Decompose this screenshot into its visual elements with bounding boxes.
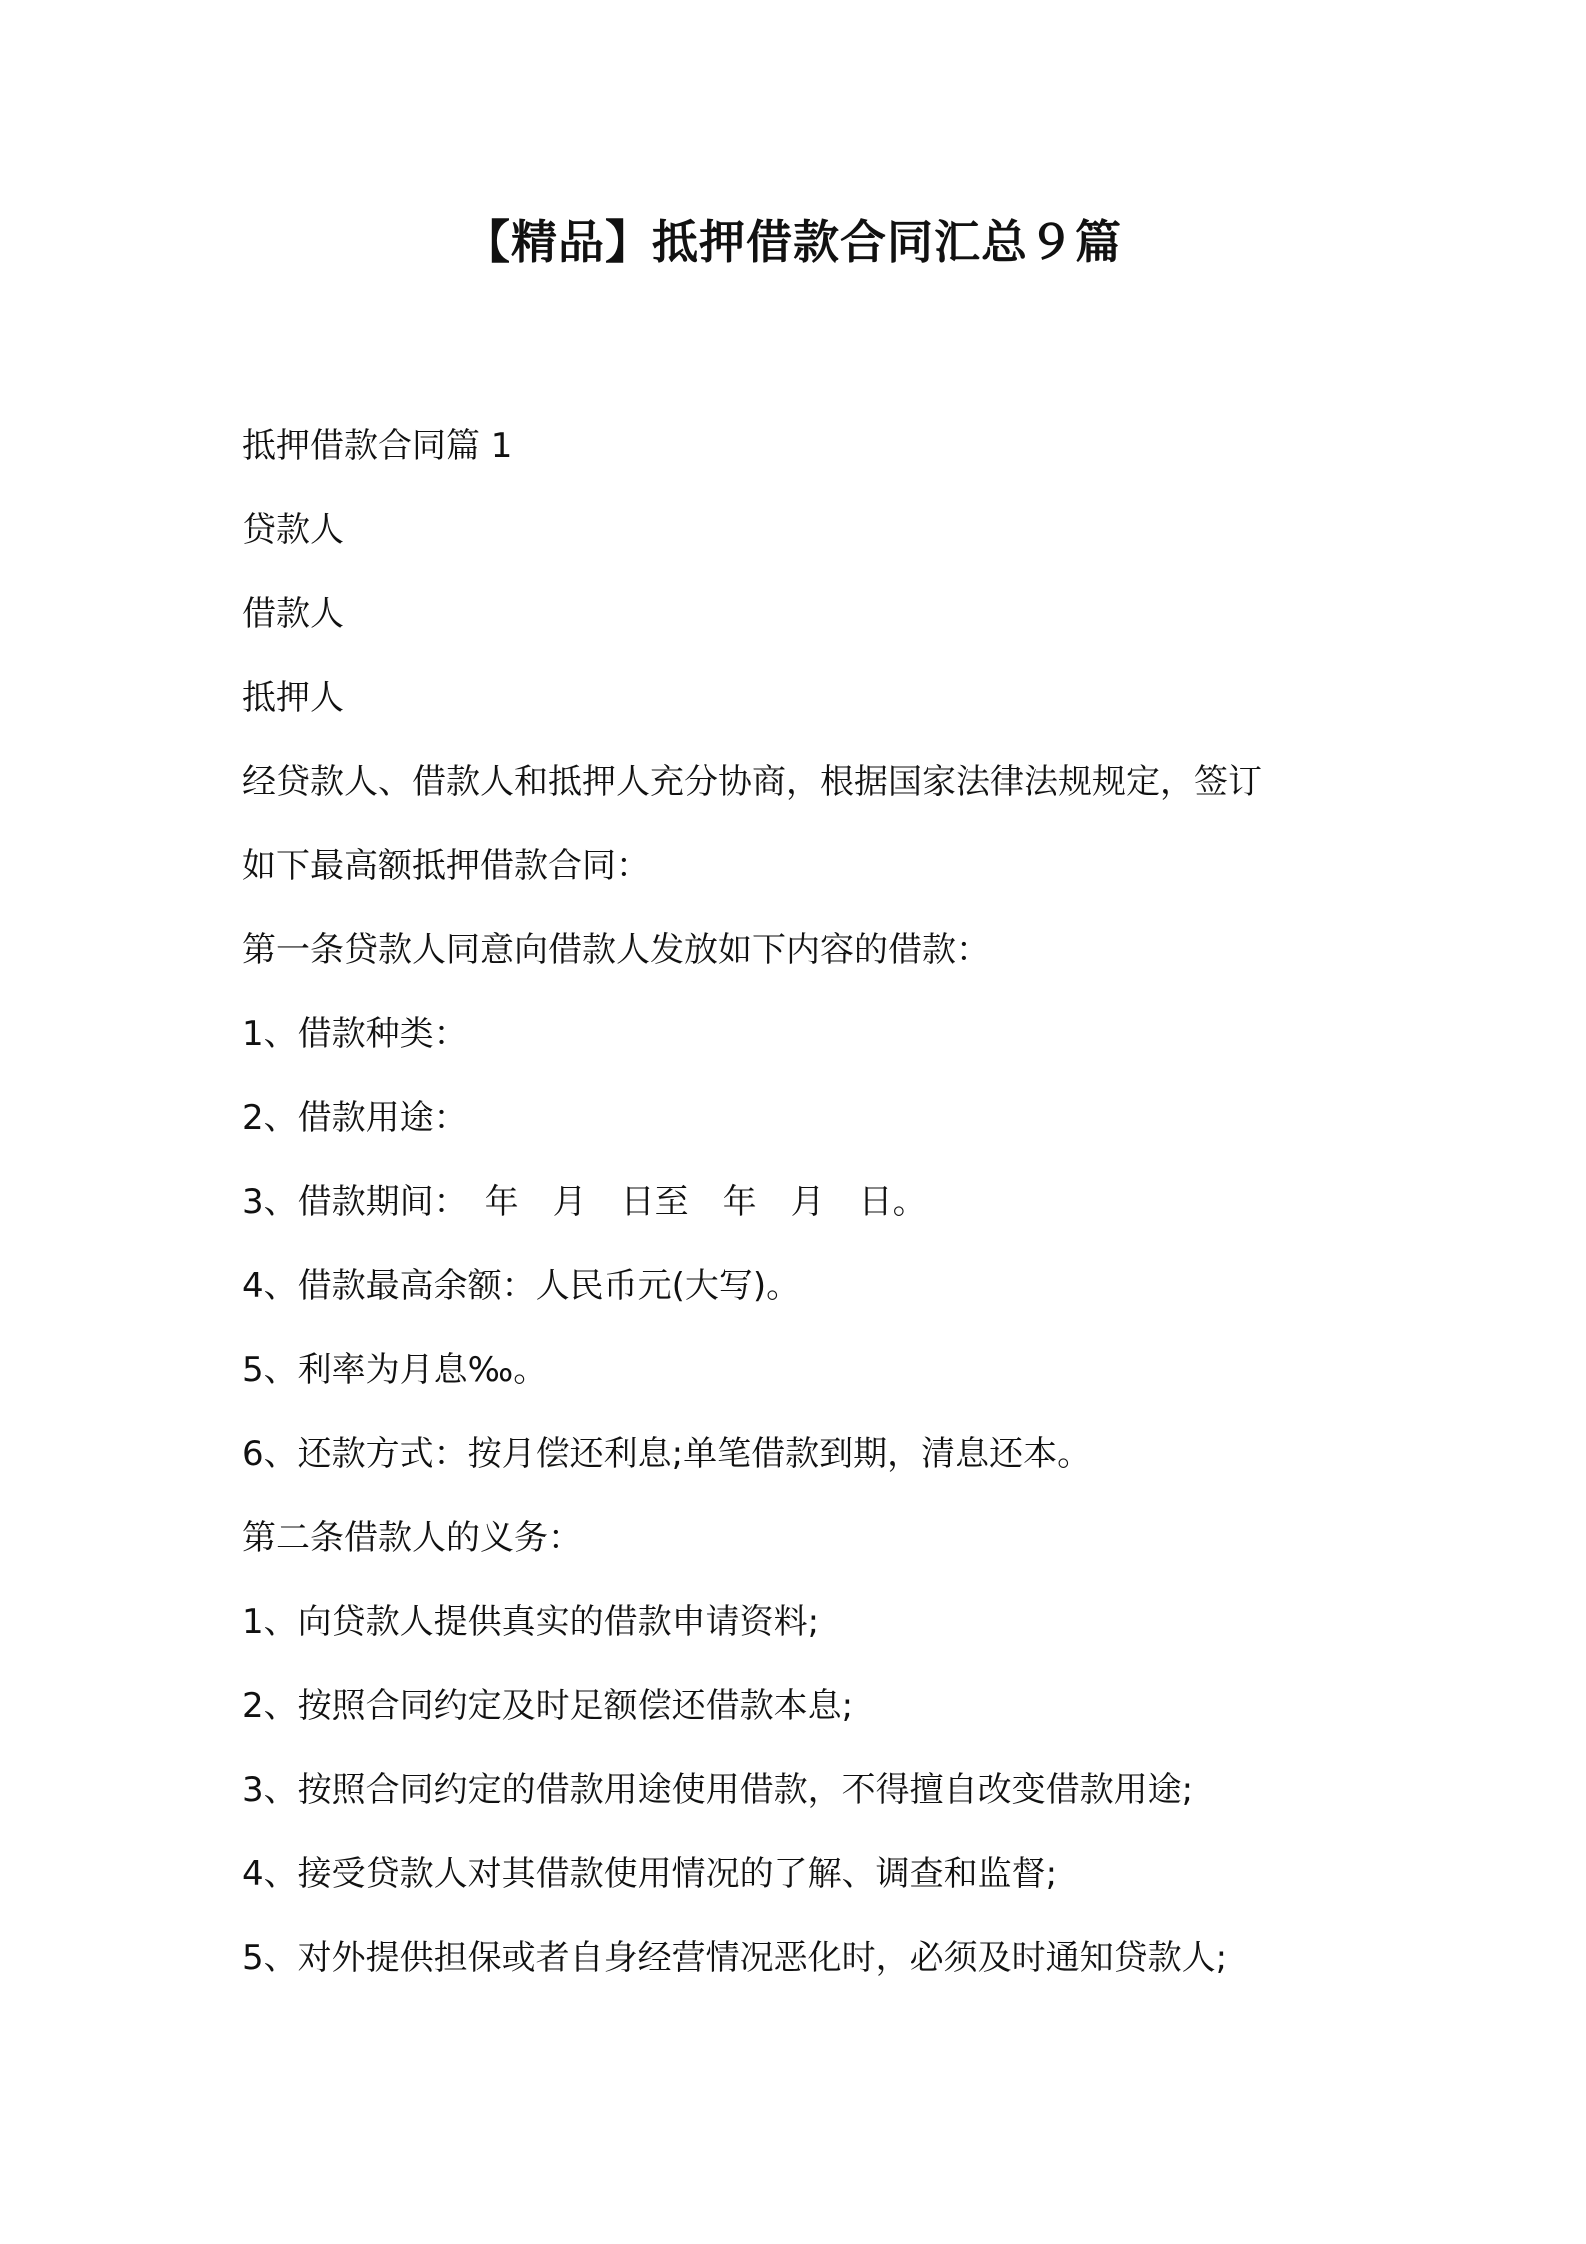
article-2-item-1: 1、向贷款人提供真实的借款申请资料; (242, 1602, 820, 1642)
party-mortgagor: 抵押人 (242, 678, 344, 718)
article-1-item-3: 3、借款期间： 年 月 日至 年 月 日。 (242, 1182, 927, 1222)
article-1-item-5: 5、利率为月息‰。 (242, 1350, 548, 1390)
article-2-item-2: 2、按照合同约定及时足额偿还借款本息; (242, 1686, 854, 1726)
article-2-item-5: 5、对外提供担保或者自身经营情况恶化时，必须及时通知贷款人; (242, 1938, 1228, 1978)
article-1-item-4: 4、借款最高余额：人民币元(大写)。 (242, 1266, 801, 1306)
preamble-line-1: 经贷款人、借款人和抵押人充分协商，根据国家法律法规规定，签订 (242, 762, 1262, 802)
document-title: 【精品】抵押借款合同汇总９篇 (464, 215, 1122, 269)
section-heading-contract-1: 抵押借款合同篇 1 (242, 426, 513, 466)
party-lender: 贷款人 (242, 510, 344, 550)
article-2-item-4: 4、接受贷款人对其借款使用情况的了解、调查和监督; (242, 1854, 1058, 1894)
article-2-heading: 第二条借款人的义务： (242, 1518, 582, 1558)
party-borrower: 借款人 (242, 594, 344, 634)
article-1-item-6: 6、还款方式：按月偿还利息;单笔借款到期，清息还本。 (242, 1434, 1092, 1474)
preamble-line-2: 如下最高额抵押借款合同： (242, 846, 650, 886)
article-2-item-3: 3、按照合同约定的借款用途使用借款，不得擅自改变借款用途; (242, 1770, 1194, 1810)
article-1-item-2: 2、借款用途： (242, 1098, 468, 1138)
document-body (242, 404, 1362, 2000)
article-1-item-1: 1、借款种类： (242, 1014, 468, 1054)
article-1-heading: 第一条贷款人同意向借款人发放如下内容的借款： (242, 930, 990, 970)
